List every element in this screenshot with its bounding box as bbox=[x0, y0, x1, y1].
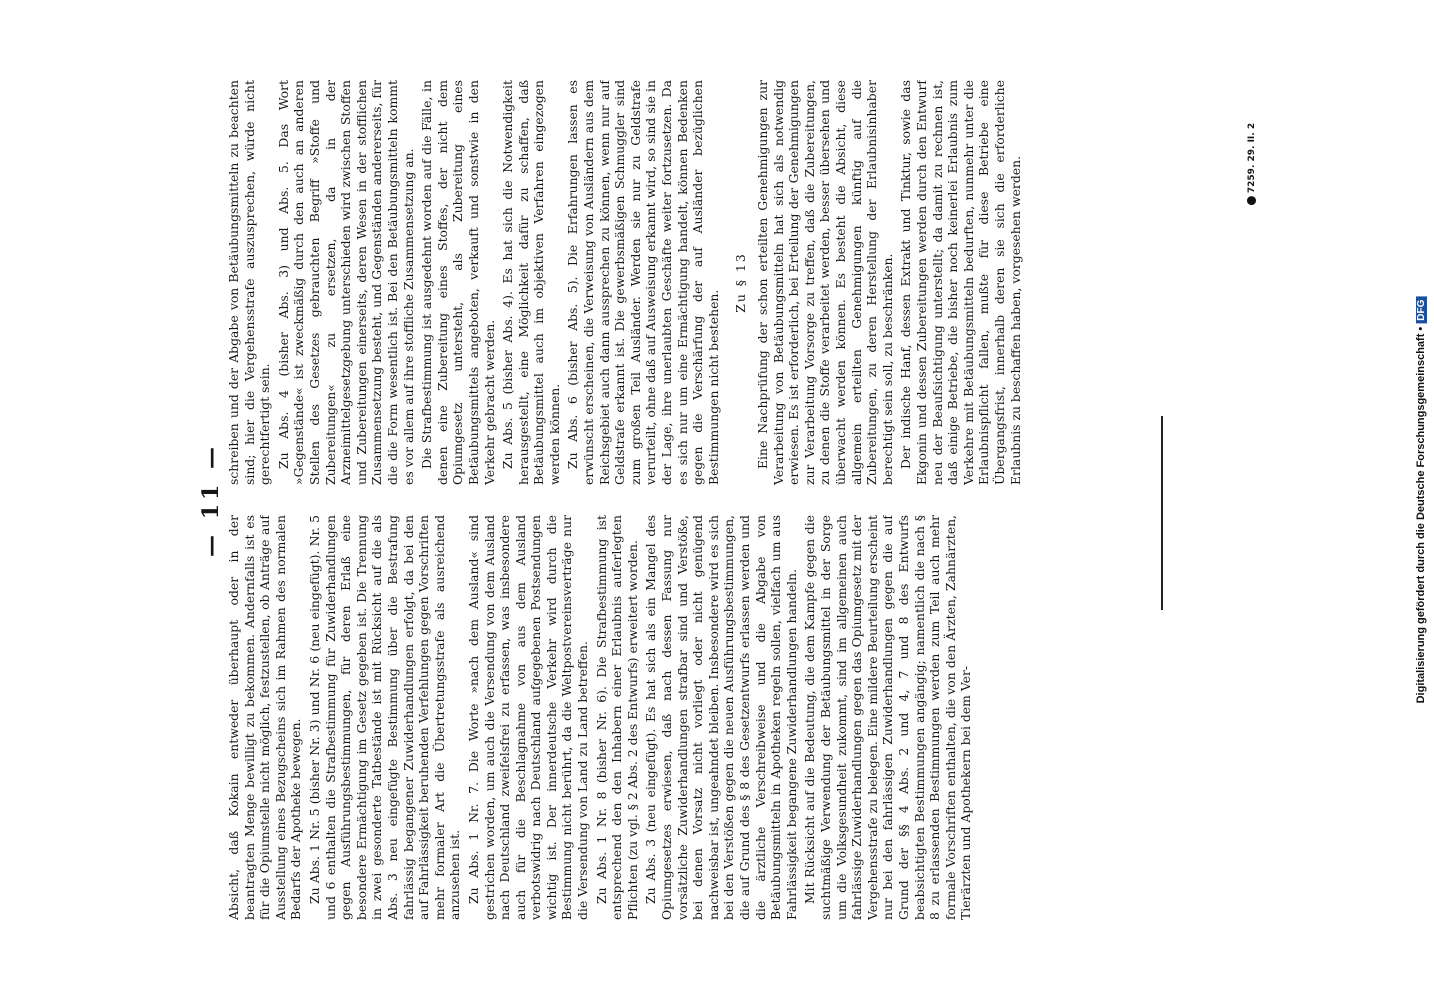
paragraph: Zu Abs. 1 Nr. 7. Die Worte »nach dem Ausland« sind gestrichen worden, um auch die Versendung von dem Ausland nach Deutschland zweifelsfrei zu erfassen, was insbesondere auch für die Beschlagnahme von aus dem Ausland verbotswidrig nach Deutschland aufgegebenen Postsendungen wichtig ist. Der innerdeutsche Verkehr wird durch die Bestimmung nicht berührt, da die Weltpostvereinsverträge nur die Versendung von Land zu Land betreffen. bbox=[465, 515, 591, 920]
paragraph: Der indische Hanf, dessen Extrakt und Tinktur, sowie das Ekgonin und dessen Zubereitungen werden durch den Entwurf neu der Beaufsichtigung unterstellt; da damit zu rechnen ist, daß einige Betriebe, die bisher noch keinerlei Erlaubnis zum Verkehre mit Betäubungsmitteln bedurften, nunmehr unter die Erlaubnispflicht fallen, mußte für diese Betriebe eine Übergangsfrist, innerhalb deren sie sich die erforderliche Erlaubnis zu beschaffen haben, vorgesehen werden. bbox=[898, 80, 1023, 485]
print-mark-text: 7259. 29. II. 2 bbox=[1247, 122, 1257, 194]
paragraph: Zu Abs. 1 Nr. 5 (bisher Nr. 3) und Nr. 6 (neu eingefügt). Nr. 5 und 6 enthalten die Strafbestimmung für Zuwiderhandlungen gegen Ausführungsbestimmungen, für deren Erlaß eine besondere Ermächtigung im Gesetz gegeben ist. Die Trennung in zwei gesonderte Tatbestände ist mit Rücksicht auf die als Abs. 3 neu eingefügte Bestimmung über die Bestrafung fahrlässig begangener Zuwiderhandlungen erfolgt, da bei den auf Fahrlässigkeit beruhenden Verfehlungen gegen Vorschriften mehr formaler Art die Übertretungsstrafe als ausreichend anzusehen ist. bbox=[306, 515, 463, 920]
column-divider-line bbox=[1161, 416, 1163, 610]
paragraph: schreiben und der Abgabe von Betäubungsmitteln zu beachten sind; hier die Vergehensstrafe auszusprechen, würde nicht gerechtfertigt sein. bbox=[226, 80, 273, 485]
dfg-logo: DFG bbox=[1416, 297, 1427, 324]
paragraph: Zu Abs. 6 (bisher Abs. 5). Die Erfahrungen lassen es erwünscht erscheinen, die Verweisung von Ausländern aus dem Reichsgebiet auch dann aussprechen zu können, wenn nur auf Geldstrafe erkannt ist. Die gewerbsmäßigen Schmuggler sind zum großen Teil Ausländer. Werden sie nur zu Geldstrafe verurteilt, ohne daß auf Ausweisung erkannt wird, so sind sie in der Lage, ihre unerlaubten Geschäfte weiter fortzusetzen. Da es sich nur um eine Ermächtigung handelt, können Bedenken gegen die Verschärfung der auf Ausländer bezüglichen Bestimmungen nicht bestehen. bbox=[565, 80, 721, 485]
page-number: — 11 — bbox=[198, 443, 224, 557]
paragraph: Mit Rücksicht auf die Bedeutung, die dem Kampfe gegen die suchtmäßige Verwendung der Betäubungsmittel in der Sorge um die Volksgesundheit zukommt, sind im allgemeinen auch fahrlässige Zuwiderhandlungen gegen das Opiumgesetz mit der Vergehensstrafe zu belegen. Eine mildere Beurteilung erscheint nur bei den fahrlässigen Zuwiderhandlungen gegen die auf Grund der §§ 4 Abs. 2 und 4, 7 und 8 des Entwurfs beabsichtigten Bestimmungen angängig; namentlich die nach § 8 zu erlassenden Bestimmungen werden zum Teil auch mehr formale Vorschriften enthalten, die von den Ärzten, Zahnärzten, Tierärzten und Apothekern bei dem Ver- bbox=[802, 515, 974, 920]
text-column-left bbox=[226, 515, 1222, 920]
text-column-right bbox=[226, 80, 1222, 485]
paragraph: Eine Nachprüfung der schon erteilten Genehmigungen zur Verarbeitung von Betäubungsmitteln hat sich als notwendig erwiesen. Es ist erforderlich, bei Erteilung der Genehmigungen zur Verarbeitung Vorsorge zu treffen, daß die Zubereitungen, zu denen die Stoffe verarbeitet werden, besser übersehen und überwacht werden können. Es besteht die Absicht, diese allgemein erteilten Genehmigungen künftig auf die Zubereitungen, zu deren Herstellung der Erlaubnisinhaber berechtigt sein soll, zu beschränken. bbox=[755, 80, 895, 485]
paragraph: Zu Abs. 4 (bisher Abs. 3) und Abs. 5. Das Wort »Gegenstände« ist zweckmäßig durch den auch an anderen Stellen des Gesetzes gebrauchten Begriff »Stoffe und Zubereitungen« zu ersetzen, da in der Arzneimittelgesetzgebung unterschieden wird zwischen Stoffen und Zubereitungen einerseits, deren Wesen in der stofflichen Zusammensetzung besteht, und Gegenständen andererseits, für die die Form wesentlich ist. Bei den Betäubungsmitteln kommt es vor allem auf ihre stoffliche Zusammensetzung an. bbox=[275, 80, 416, 485]
credit-text: Digitalisierung gefördert durch die Deutsche Forschungsgemeinschaft • bbox=[1415, 326, 1427, 704]
paragraph: Zu Abs. 5 (bisher Abs. 4). Es hat sich die Notwendigkeit herausgestellt, eine Möglichkeit dafür zu schaffen, daß Betäubungsmittel auch im objektiven Verfahren eingezogen werden können. bbox=[500, 80, 562, 485]
paragraph: Zu Abs. 1 Nr. 8 (bisher Nr. 6). Die Strafbestimmung ist entsprechend den den Inhabern einer Erlaubnis auferlegten Pflichten (zu vgl. § 2 Abs. 2 des Entwurfs) erweitert worden. bbox=[593, 515, 640, 920]
paragraph: Die Strafbestimmung ist ausgedehnt worden auf die Fälle, in denen eine Zubereitung eines Stoffes, der nicht dem Opiumgesetz untersteht, als Zubereitung eines Betäubungsmittels angeboten, verkauft und sonstwie in den Verkehr gebracht werden. bbox=[419, 80, 497, 485]
digitization-credit bbox=[1410, 8, 1432, 992]
print-mark-dot-icon bbox=[1247, 196, 1256, 205]
section-heading: Zu § 13 bbox=[733, 252, 749, 313]
rotated-page bbox=[198, 70, 1222, 930]
paragraph: Zu Abs. 3 (neu eingefügt). Es hat sich als ein Mangel des Opiumgesetzes erwiesen, daß nach dessen Fassung nur vorsätzliche Zuwiderhandlungen strafbar sind und Verstöße, bei denen Vorsatz nicht vorliegt oder nicht genügend nachweisbar ist, ungeahndet bleiben. Insbesondere wird es sich bei den Verstößen gegen die neuen Ausführungsbestimmungen, die auf Grund des § 8 des Gesetzentwurfs erlassen werden und die ärztliche Verschreibweise und die Abgabe von Betäubungsmitteln in Apotheken regeln sollen, vielfach um aus Fahrlässigkeit begangene Zuwiderhandlungen handeln. bbox=[643, 515, 799, 920]
print-mark bbox=[1244, 118, 1260, 210]
paragraph: Absicht, daß Kokain entweder überhaupt oder in der beantragten Menge bewilligt zu bekommen. Andernfalls ist es für die Opiumstelle nicht möglich, festzustellen, ob Anträge auf Ausstellung eines Bezugscheins sich im Rahmen des normalen Bedarfs der Apotheke bewegen. bbox=[226, 515, 304, 920]
text-columns bbox=[226, 80, 1222, 920]
